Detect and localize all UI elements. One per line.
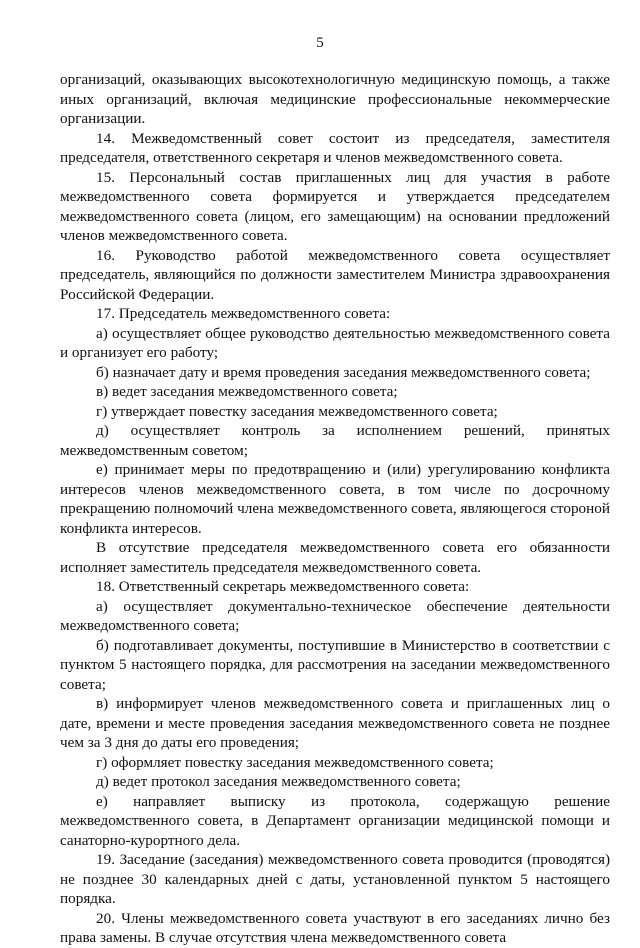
paragraph-18-v: в) информирует членов межведомственного совета и приглашенных лиц о дате, времени и месте проведения заседания межведомственного совета не позднее чем за 3 дня до даты его проведения; bbox=[60, 695, 610, 751]
paragraph-18-a: а) осуществляет документально-техническое обеспечение деятельности межведомственного совета; bbox=[60, 597, 610, 634]
paragraph-18-g: г) оформляет повестку заседания межведомственного совета; bbox=[96, 753, 494, 771]
paragraph-17: 17. Председатель межведомственного совета: bbox=[96, 305, 391, 322]
paragraph-14: 14. Межведомственный совет состоит из председателя, заместителя председателя, ответственного секретаря и членов межведомственного совета. bbox=[60, 129, 610, 166]
paragraph-17-v: в) ведет заседания межведомственного совета; bbox=[96, 383, 398, 400]
paragraph-18: 18. Ответственный секретарь межведомственного совета: bbox=[96, 578, 470, 595]
paragraph-18-d: д) ведет протокол заседания межведомственного совета; bbox=[96, 773, 461, 790]
document-body bbox=[60, 70, 610, 948]
paragraph-20: 20. Члены межведомственного совета участвуют в его заседаниях лично без права замены. В случае отсутствия члена межведомственного совета bbox=[60, 909, 610, 946]
paragraph-15: 15. Персональный состав приглашенных лиц для участия в работе межведомственного совета формируется и утверждается председателем межведомственного совета (лицом, его замещающим) на основании предложений членов межведомственного совета. bbox=[60, 168, 610, 244]
paragraph-continuation: организаций, оказывающих высокотехнологичную медицинскую помощь, а также иных организаций, включая медицинские профессиональные некоммерческие организации. bbox=[60, 71, 610, 127]
paragraph-17-e: е) принимает меры по предотвращению и (или) урегулированию конфликта интересов членов межведомственного совета, в том числе по досрочному прекращению полномочий члена межведомственного совета, являющегося стороной конфликта интересов. bbox=[60, 461, 610, 537]
paragraph-19: 19. Заседание (заседания) межведомственного совета проводится (проводятся) не позднее 30 календарных дней с даты, установленной пунктом 5 настоящего порядка. bbox=[60, 851, 610, 907]
paragraph-17-b: б) назначает дату и время проведения заседания межведомственного совета; bbox=[96, 363, 591, 381]
paragraph-17-a: а) осуществляет общее руководство деятельностью межведомственного совета и организует его работу; bbox=[60, 324, 610, 361]
paragraph-18-b: б) подготавливает документы, поступившие в Министерство в соответствии с пунктом 5 настоящего порядка, для рассмотрения на заседании межведомственного совета; bbox=[60, 636, 610, 693]
page-number: 5 bbox=[316, 35, 324, 51]
paragraph-17-d: д) осуществляет контроль за исполнением решений, принятых межведомственным советом; bbox=[60, 422, 610, 459]
paragraph-17-g: г) утверждает повестку заседания межведомственного совета; bbox=[96, 402, 498, 420]
paragraph-18-e: е) направляет выписку из протокола, содержащую решение межведомственного совета, в Департамент организации медицинской помощи и санаторно-курортного дела. bbox=[60, 792, 610, 849]
paragraph-17-absence: В отсутствие председателя межведомственного совета его обязанности исполняет заместитель председателя межведомственного совета. bbox=[60, 539, 610, 576]
paragraph-16: 16. Руководство работой межведомственного совета осуществляет председатель, являющийся по должности заместителем Министра здравоохранения Российской Федерации. bbox=[60, 246, 610, 303]
